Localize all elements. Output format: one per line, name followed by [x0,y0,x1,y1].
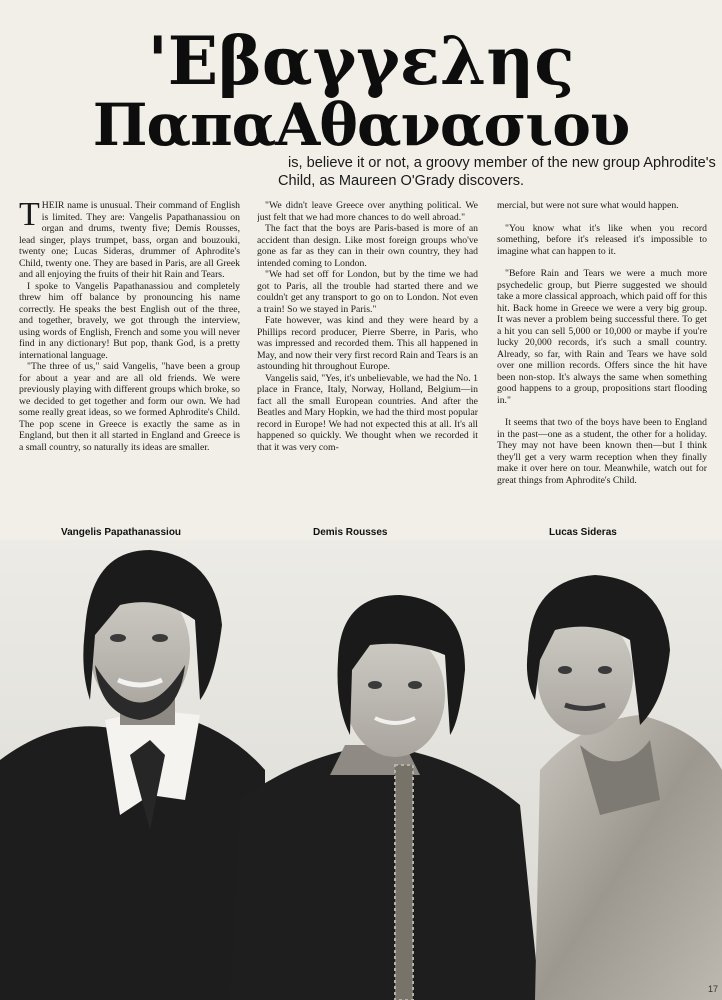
caption-right: Lucas Sideras [549,527,617,538]
band-photo-illustration [0,540,722,1000]
article-column-1 [19,200,240,518]
article-body [19,200,708,518]
paragraph: "We had set off for London, but by the time we had got to Paris, all the trouble had started there and we couldn't get any transport to go on to London. Not even a train! So we stayed in Paris." [257,269,478,315]
article-column-2 [257,200,478,518]
paragraph: Fate however, was kind and they were heard by a Phillips record producer, Pierre Sberre, in Paris, who was impressed and recorded them. This all happened in May, and now their very first record Rain and Tears is an astounding hit throughout Europe. [257,315,478,372]
paragraph: "The three of us," said Vangelis, "have been a group for about a year and are all old friends. We were previously playing with different groups which broke, so we decided to get together and form our own. We had some really great ideas, so we formed Aphrodite's Child. The pop scene in Greece is exactly the same as in England, but then it all started in England and Greece is a small country, so naturally its ideas are smaller. [19,361,240,453]
subheading [250,154,720,190]
page-number: 17 [707,984,718,994]
subheading-line-1: is, believe it or not, a groovy member of the new group Aphrodite's [288,155,716,171]
drop-cap: T [19,200,40,233]
paragraph-text: HEIR name is unusual. Their command of English is limited. They are: Vangelis Papathanassiou on organ and drums, twenty five; Demis Rousses, lead singer, plays trumpet, bass, organ and bouzouki, twenty one; Lucas Sideras, drummer of Aphrodite's Child, twenty one. They are based in Paris, are all Greek and all enjoying the fruits of their hit Rain and Tears. [19,200,240,280]
headline-line-1: 'Εβαγγελης [147,22,575,100]
paragraph [19,200,240,281]
caption-left: Vangelis Papathanassiou [61,527,182,538]
paragraph: "We didn't leave Greece over anything political. We just felt that we had more chances to do well abroad." [257,200,478,223]
paragraph: The fact that the boys are Paris-based is more of an accident than design. Like most foreign groups who've gone as far as they can in their own country, they had intended coming to London. [257,223,478,269]
paragraph: "You know what it's like when you record something, before it's released it's impossible to imagine what can happen to it. [497,222,707,257]
subheading-line-2: Child, as Maureen O'Grady discovers. [278,173,525,189]
paragraph: mercial, but were not sure what would happen. [497,200,679,211]
band-photograph [0,540,722,1000]
paragraph: I spoke to Vangelis Papathanassiou and completely threw him off balance by pronouncing his name correctly. He speaks the best English out of the three, and together, bravely, we got through the interview, using words of English, French and some you will never find in any dictionary! But pop, thank God, is a pretty international language. [19,280,240,361]
paragraph: Vangelis said, "Yes, it's unbelievable, we had the No. 1 place in France, Italy, Norway, Holland, Belgium—in fact all the small European countries. And after the Beatles and Mary Hopkin, we had the third most popular record in Europe! We had not expected this at all. It's all happened so quickly. We thought when we recorded it that it was very com- [257,372,478,453]
headline-line-2: ΠαπαΑθανασιου [92,91,630,159]
paragraph: It seems that two of the boys have been to England in the past—one as a student, the other for a holiday. They may not have been known then—but I think they'll get a very warm reception when they finally make it over here on tour. Meanwhile, watch out for great things from Aphrodite's Child. [497,417,707,486]
article-column-3 [497,200,707,518]
caption-center: Demis Rousses [313,527,388,538]
paragraph: "Before Rain and Tears we were a much more psychedelic group, but Pierre suggested we should take a more classical approach, which paid off for this hit. Back home in Greece we were a very big group. It was never a problem being successful there. To get a hit you can sell 5,000 or 10,000 or maybe if you're lucky 20,000 records, it's such a small country. Already, so far, with Rain and Tears we have sold over one million records. Offers since the hit have been non-stop. It's always the same when something good happens to a group, propositions start flooding in." [497,268,707,406]
